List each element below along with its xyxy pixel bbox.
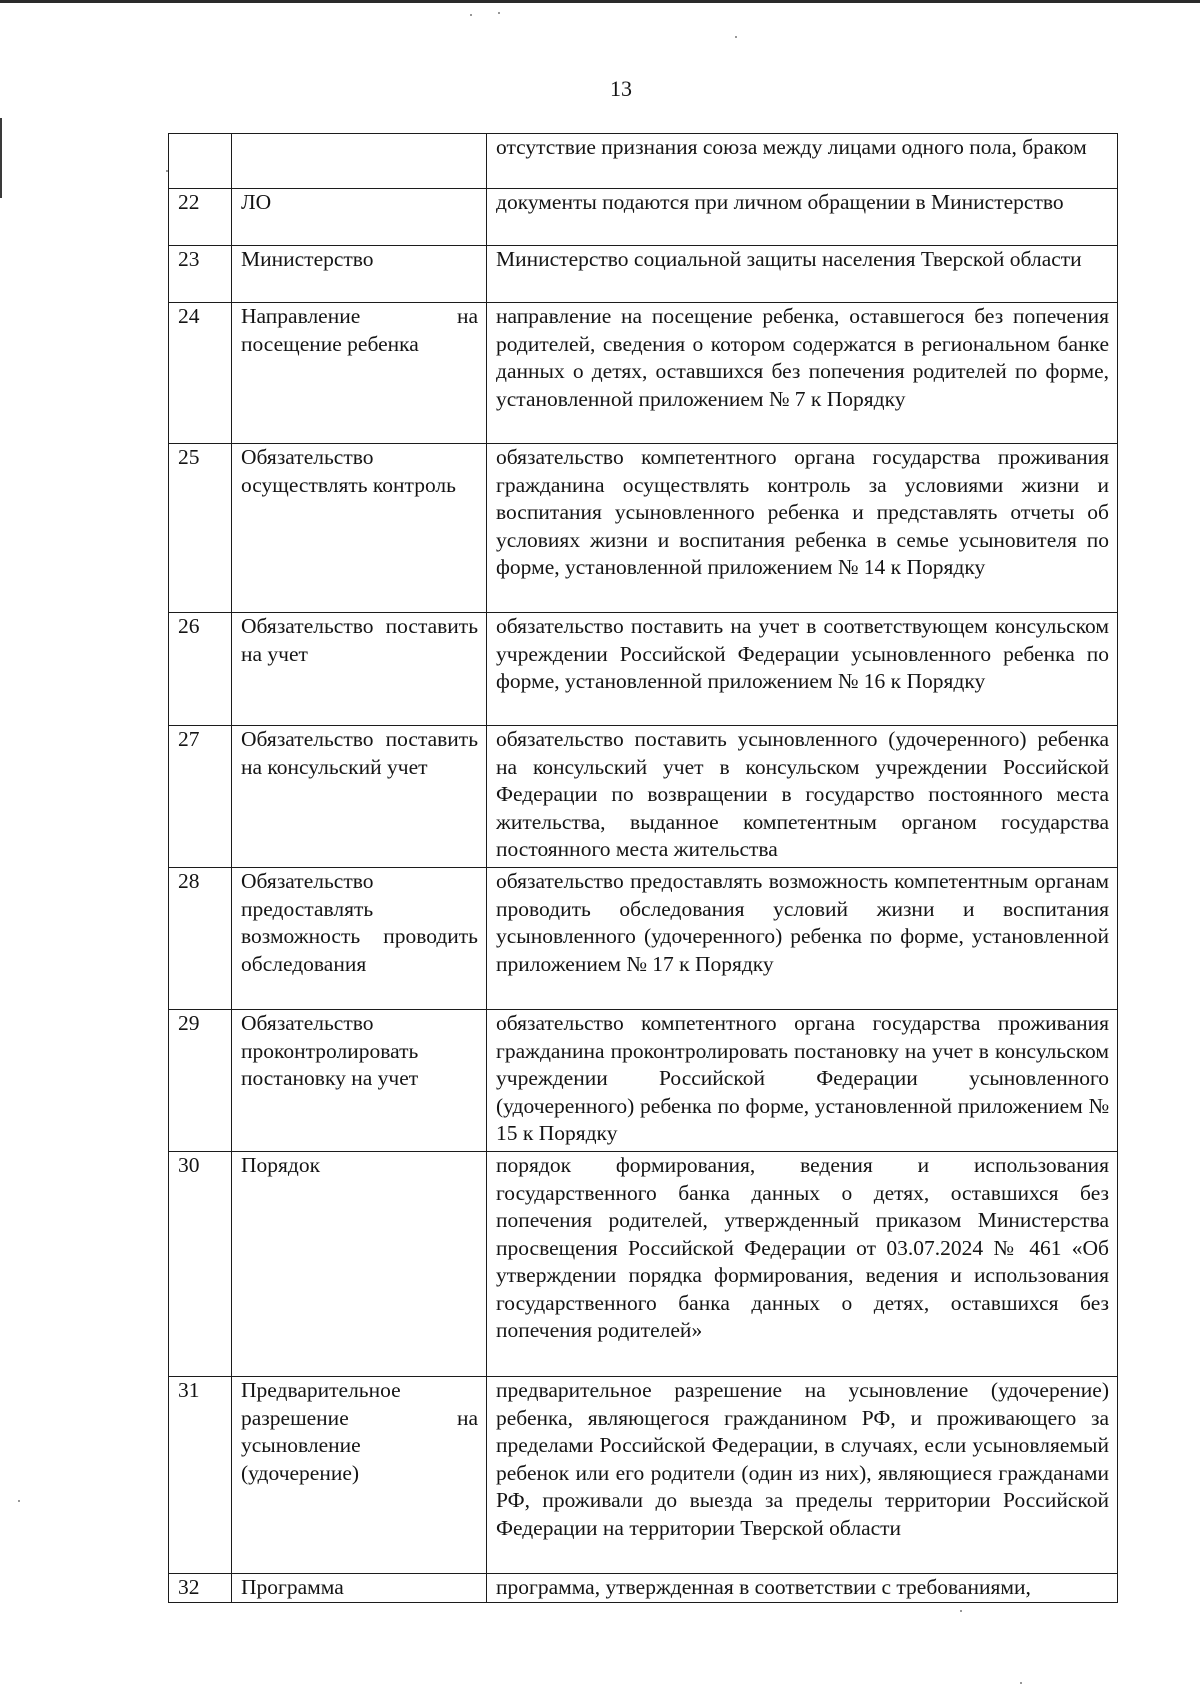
row-number: 28 — [169, 868, 232, 1010]
term-name: Направление на посещение ребенка — [232, 303, 487, 444]
scan-speck — [960, 1610, 962, 1612]
scan-speck — [1020, 1682, 1022, 1684]
term-definition: порядок формирования, ведения и использования государственного банка данных о детях, оставшихся без попечения родителей, утвержденный приказом Министерства просвещения Российской Федерации от 03.07.2024 № 461 «Об утверждении порядка формирования, ведения и использования государственного банка данных о детях, оставшихся без попечения родителей» — [487, 1152, 1118, 1377]
table-row — [169, 303, 1118, 444]
row-number: 31 — [169, 1377, 232, 1574]
table-row — [169, 1574, 1118, 1603]
row-number: 27 — [169, 726, 232, 868]
term-name: Обязательство проконтролировать постановку на учет — [232, 1010, 487, 1152]
table-row — [169, 134, 1118, 189]
scan-top-edge — [0, 0, 1200, 3]
row-number: 22 — [169, 189, 232, 246]
term-definition: обязательство предоставлять возможность компетентным органам проводить обследования условий жизни и воспитания усыновленного (удочеренного) ребенка по форме, установленной приложением № 17 к Порядку — [487, 868, 1118, 1010]
table-row — [169, 444, 1118, 613]
definitions-table — [168, 133, 1118, 1603]
term-definition: направление на посещение ребенка, оставшегося без попечения родителей, сведения о котором содержатся в региональном банке данных о детях, оставшихся без попечения родителей по форме, установленной приложением № 7 к Порядку — [487, 303, 1118, 444]
row-number: 32 — [169, 1574, 232, 1603]
term-definition: обязательство компетентного органа государства проживания гражданина осуществлять контроль за условиями жизни и воспитания усыновленного ребенка и представлять отчеты об условиях жизни и воспитания ребенка в семье усыновителя по форме, установленной приложением № 14 к Порядку — [487, 444, 1118, 613]
table-row — [169, 1010, 1118, 1152]
scan-speck — [735, 36, 737, 38]
term-definition: Министерство социальной защиты населения Тверской области — [487, 246, 1118, 303]
term-definition: отсутствие признания союза между лицами одного пола, браком — [487, 134, 1118, 189]
term-name: Предварительное разрешение на усыновление (удочерение) — [232, 1377, 487, 1574]
term-name — [232, 134, 487, 189]
term-definition: обязательство поставить усыновленного (удочеренного) ребенка на консульский учет в консульском учреждении Российской Федерации по возвращении в государство постоянного места жительства, выданное компетентным органом государства постоянного места жительства — [487, 726, 1118, 868]
term-definition: предварительное разрешение на усыновление (удочерение) ребенка, являющегося гражданином РФ, и проживающего за пределами Российской Федерации, в случаях, если усыновляемый ребенок или его родители (один из них), являющиеся гражданами РФ, проживали до выезда за пределы территории Российской Федерации на территории Тверской области — [487, 1377, 1118, 1574]
term-name: ЛО — [232, 189, 487, 246]
term-definition: обязательство компетентного органа государства проживания гражданина проконтролировать постановку на учет в консульском учреждении Российской Федерации усыновленного (удочеренного) ребенка по форме, установленной приложением № 15 к Порядку — [487, 1010, 1118, 1152]
term-name: Обязательство предоставлять возможность проводить обследования — [232, 868, 487, 1010]
scan-speck — [470, 14, 472, 16]
scan-left-edge — [0, 118, 2, 198]
scan-speck — [498, 12, 500, 14]
table-row — [169, 246, 1118, 303]
term-name: Порядок — [232, 1152, 487, 1377]
table-row — [169, 1152, 1118, 1377]
term-name: Обязательство осуществлять контроль — [232, 444, 487, 613]
term-name: Министерство — [232, 246, 487, 303]
term-name: Программа — [232, 1574, 487, 1603]
row-number: 25 — [169, 444, 232, 613]
term-definition: обязательство поставить на учет в соответствующем консульском учреждении Российской Федерации усыновленного ребенка по форме, установленной приложением № 16 к Порядку — [487, 613, 1118, 726]
table-row — [169, 868, 1118, 1010]
row-number: 30 — [169, 1152, 232, 1377]
table-row — [169, 189, 1118, 246]
table-row — [169, 613, 1118, 726]
page-number: 13 — [610, 76, 632, 101]
table-row — [169, 1377, 1118, 1574]
row-number — [169, 134, 232, 189]
term-name: Обязательство поставить на учет — [232, 613, 487, 726]
term-definition: программа, утвержденная в соответствии с требованиями, — [487, 1574, 1118, 1603]
row-number: 29 — [169, 1010, 232, 1152]
row-number: 24 — [169, 303, 232, 444]
term-definition: документы подаются при личном обращении в Министерство — [487, 189, 1118, 246]
term-name: Обязательство поставить на консульский учет — [232, 726, 487, 868]
row-number: 26 — [169, 613, 232, 726]
table-row — [169, 726, 1118, 868]
scan-speck — [18, 1500, 20, 1502]
row-number: 23 — [169, 246, 232, 303]
